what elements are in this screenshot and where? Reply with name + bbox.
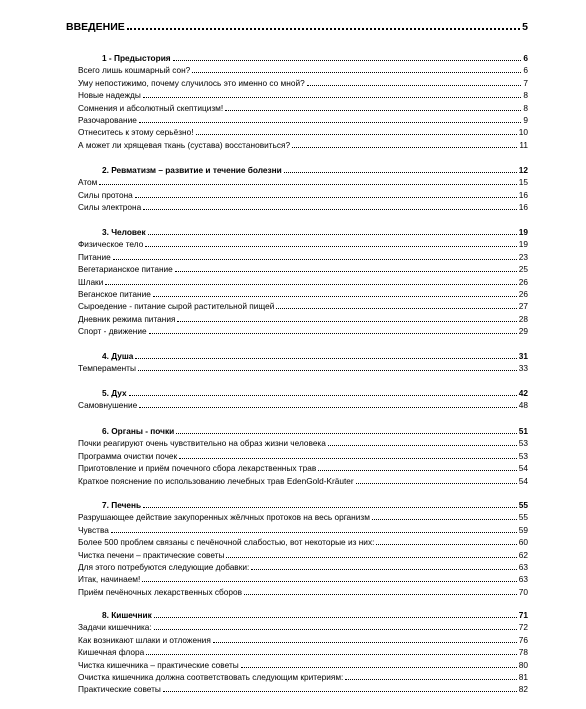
dot-leader <box>176 433 517 434</box>
toc-entry-page: 48 <box>518 400 528 411</box>
toc-section-heading[interactable] <box>66 497 528 510</box>
toc-entry-page: 33 <box>518 363 528 374</box>
toc-entry-title: Самовнушение <box>78 400 138 411</box>
toc-entry[interactable] <box>66 187 528 200</box>
toc-entry-page: 26 <box>518 289 528 299</box>
toc-entry-page: 25 <box>518 264 528 275</box>
toc-entry-page: 78 <box>518 647 528 658</box>
toc-entry-title: Очистка кишечника должна соответствовать следующим критериям: <box>78 672 344 682</box>
toc-entry-page: 82 <box>518 684 528 695</box>
toc-entry-page: 51 <box>518 426 528 436</box>
toc-entry-title: Уму непостижимо, почему случилось это именно со мной? <box>78 77 305 88</box>
dot-leader <box>135 358 516 359</box>
toc-entry-title: 2. Ревматизм – развитие и течение болезни <box>102 165 282 175</box>
toc-entry-page: 59 <box>518 524 528 535</box>
toc-entry[interactable] <box>66 632 528 645</box>
toc-entry-title: Приготовление и приём почечного сбора лекарственных трав <box>78 463 317 474</box>
dot-leader <box>179 458 517 459</box>
dot-leader <box>142 581 516 582</box>
toc-entry-title: Отнеситесь к этому серьёзно! <box>78 127 194 138</box>
toc-entry-page: 23 <box>518 251 528 262</box>
toc-entry-title: Практические советы <box>78 684 161 695</box>
toc-entry-title: 7. Печень <box>102 500 142 510</box>
toc-entry-page: 53 <box>518 450 528 461</box>
toc-section-heading[interactable] <box>66 607 528 620</box>
dot-leader <box>99 184 516 185</box>
toc-entry[interactable] <box>66 522 528 535</box>
dot-leader <box>345 679 516 680</box>
toc-entry-title: Итак, начинаем! <box>78 574 141 585</box>
toc-entry-title: Кишечная флора <box>78 647 145 658</box>
toc-entry-page: 5 <box>522 21 528 33</box>
toc-entry-title: 3. Человек <box>102 227 146 237</box>
toc-entry[interactable] <box>66 448 528 461</box>
dot-leader <box>284 172 517 173</box>
dot-leader <box>138 370 517 371</box>
dot-leader <box>135 197 517 198</box>
toc-entry-page: 16 <box>518 189 528 200</box>
toc-entry-page: 42 <box>518 388 528 398</box>
toc-entry-page: 6 <box>523 65 528 76</box>
toc-entry[interactable] <box>66 669 528 682</box>
toc-entry[interactable] <box>66 298 528 311</box>
toc-entry-page: 72 <box>518 622 528 633</box>
dot-leader <box>276 308 516 309</box>
toc-entry-title: Чувства <box>78 524 109 535</box>
toc-entry-page: 27 <box>518 301 528 312</box>
toc-entry-page: 54 <box>518 475 528 486</box>
toc-entry[interactable] <box>66 274 528 287</box>
toc-entry-page: 11 <box>519 139 528 150</box>
toc-entry[interactable] <box>66 547 528 560</box>
dot-leader <box>143 209 517 210</box>
toc-entry-title: 6. Органы - почки <box>102 426 175 436</box>
toc-entry-page: 81 <box>518 672 528 682</box>
dot-leader <box>143 97 522 98</box>
toc-entry-page: 55 <box>518 500 528 510</box>
toc-entry-page: 29 <box>518 326 528 337</box>
toc-entry-title: Как возникают шлаки и отложения <box>78 634 211 645</box>
toc-entry-page: 63 <box>518 574 528 585</box>
dot-leader <box>154 629 517 630</box>
toc-entry-title: Атом <box>78 177 98 188</box>
dot-leader <box>139 122 522 123</box>
toc-entry-title: Шлаки <box>78 276 104 287</box>
toc-entry-title: 8. Кишечник <box>102 610 152 620</box>
toc-entry[interactable] <box>66 534 528 547</box>
toc-entry-title: Дневник режима питания <box>78 313 176 324</box>
toc-entry-page: 16 <box>518 202 528 213</box>
toc-entry[interactable] <box>66 571 528 584</box>
dot-leader <box>213 642 517 643</box>
toc-entry[interactable] <box>66 112 528 125</box>
toc-entry-page: 71 <box>518 610 528 620</box>
toc-entry[interactable] <box>66 236 528 249</box>
toc-entry[interactable] <box>66 681 528 694</box>
dot-leader <box>244 594 517 595</box>
dot-leader <box>153 296 517 297</box>
dot-leader <box>127 28 520 30</box>
toc-entry-title: ВВЕДЕНИЕ <box>66 21 125 33</box>
dot-leader <box>111 532 517 533</box>
dot-leader <box>177 321 516 322</box>
dot-leader <box>292 147 517 148</box>
toc-entry-page: 8 <box>523 90 528 101</box>
toc-entry-page: 60 <box>518 537 528 548</box>
toc-entry-page: 9 <box>523 115 528 125</box>
dot-leader <box>307 85 522 86</box>
toc-entry-title: Сыроедение - питание сырой растительной пищей <box>78 301 275 312</box>
dot-leader <box>148 234 517 235</box>
toc-entry-title: Питание <box>78 251 111 262</box>
toc-section-heading[interactable] <box>66 224 528 237</box>
dot-leader <box>372 519 517 520</box>
dot-leader <box>149 333 517 334</box>
toc-entry[interactable] <box>66 124 528 137</box>
toc-entry[interactable] <box>66 397 528 410</box>
toc-section-heading[interactable] <box>66 50 528 63</box>
dot-leader <box>226 557 516 558</box>
toc-entry-title: Физическое тело <box>78 239 144 250</box>
toc-entry-page: 80 <box>518 659 528 670</box>
toc-entry-title: Разочарование <box>78 115 137 125</box>
toc-entry-page: 26 <box>518 276 528 287</box>
toc-section-heading[interactable] <box>66 385 528 398</box>
dot-leader <box>145 246 516 247</box>
dot-leader <box>154 617 517 618</box>
dot-leader <box>105 284 516 285</box>
toc-entry-page: 19 <box>518 239 528 250</box>
toc-entry[interactable] <box>66 87 528 100</box>
toc-entry-title: Краткое пояснение по использованию лечебных трав EdenGold-Kräuter <box>78 475 354 486</box>
toc-entry[interactable] <box>66 619 528 632</box>
toc-entry-page: 8 <box>523 102 528 113</box>
toc-entry-title: Веганское питание <box>78 289 151 299</box>
toc-entry[interactable] <box>66 360 528 373</box>
toc-entry-page: 7 <box>523 77 528 88</box>
toc-entry-title: Разрушающее действие закупоренных жёлчных протоков на весь организм <box>78 512 370 523</box>
dot-leader <box>356 483 517 484</box>
dot-leader <box>173 60 522 61</box>
dot-leader <box>196 134 517 135</box>
toc-entry[interactable] <box>66 657 528 670</box>
toc-entry[interactable] <box>66 559 528 572</box>
toc-entry[interactable] <box>66 323 528 336</box>
toc-entry-title: Более 500 проблем связаны с печёночной слабостью, вот некоторые из них: <box>78 537 375 548</box>
dot-leader <box>192 72 521 73</box>
toc-entry-title: Чистка печени – практические советы <box>78 549 225 560</box>
toc-entry[interactable] <box>66 249 528 262</box>
toc-entry[interactable] <box>66 261 528 274</box>
toc-entry[interactable] <box>66 509 528 522</box>
toc-entry-title: Силы протона <box>78 189 133 200</box>
toc-entry-page: 76 <box>518 634 528 645</box>
toc-entry-title: Программа очистки почек <box>78 450 178 461</box>
toc-entry-title: Всего лишь кошмарный сон? <box>78 65 191 76</box>
toc-entry-page: 70 <box>518 586 528 597</box>
dot-leader <box>113 259 517 260</box>
toc-entry-page: 62 <box>518 549 528 560</box>
toc-entry-title: Задачи кишечника: <box>78 622 152 633</box>
toc-entry-page: 19 <box>518 227 528 237</box>
dot-leader <box>139 407 517 408</box>
toc-entry[interactable] <box>66 199 528 212</box>
toc-entry-title: Спорт - движение <box>78 326 147 337</box>
dot-leader <box>241 667 517 668</box>
toc-entry-page: 15 <box>518 177 528 188</box>
toc-entry-page: 53 <box>518 438 528 449</box>
toc-entry[interactable] <box>66 473 528 486</box>
toc-entry-title: Сомнения и абсолютный скептицизм! <box>78 102 224 113</box>
toc-entry[interactable] <box>66 435 528 448</box>
toc-entry[interactable] <box>66 62 528 75</box>
toc-entry-page: 54 <box>518 463 528 474</box>
toc-entry-page: 55 <box>518 512 528 523</box>
toc-entry[interactable] <box>66 137 528 150</box>
toc-entry[interactable] <box>66 460 528 473</box>
dot-leader <box>146 654 517 655</box>
toc-entry-title: Новые надежды <box>78 90 141 101</box>
dot-leader <box>129 395 517 396</box>
toc-section-heading[interactable] <box>66 348 528 361</box>
toc-entry-title: А может ли хрящевая ткань (сустава) восстановиться? <box>78 139 291 150</box>
dot-leader <box>376 544 516 545</box>
toc-entry-title: 5. Дух <box>102 388 127 398</box>
toc-entry[interactable] <box>66 311 528 324</box>
dot-leader <box>163 691 517 692</box>
toc-entry-page: 10 <box>518 127 528 138</box>
toc-entry[interactable] <box>66 75 528 88</box>
dot-leader <box>251 569 516 570</box>
toc-section-heading[interactable] <box>66 162 528 175</box>
toc-entry[interactable] <box>66 584 528 597</box>
toc-entry-title: Почки реагируют очень чувствительно на образ жизни человека <box>78 438 326 449</box>
toc-entry-title: Темпераменты <box>78 363 136 374</box>
toc-entry[interactable] <box>66 174 528 187</box>
toc-entry-page: 63 <box>518 562 528 572</box>
toc-entry[interactable] <box>66 100 528 113</box>
toc-entry-title: 4. Душа <box>102 351 134 361</box>
toc-entry-page: 28 <box>518 313 528 324</box>
dot-leader <box>143 507 517 508</box>
toc-entry-page: 12 <box>518 165 528 175</box>
dot-leader <box>318 470 517 471</box>
toc-entry-title: 1 - Предыстория <box>102 53 171 63</box>
toc-entry-title: Вегетарианское питание <box>78 264 173 275</box>
toc-entry-intro[interactable] <box>66 20 528 33</box>
dot-leader <box>328 445 517 446</box>
dot-leader <box>225 110 521 111</box>
toc-entry[interactable] <box>66 644 528 657</box>
toc-entry-title: Чистка кишечника – практические советы <box>78 659 239 670</box>
toc-entry[interactable] <box>66 286 528 299</box>
toc-entry-page: 6 <box>523 53 528 63</box>
toc-entry-page: 31 <box>518 351 528 361</box>
toc-entry-title: Приём печёночных лекарственных сборов <box>78 586 243 597</box>
toc-entry-title: Силы электрона <box>78 202 142 213</box>
toc-section-heading[interactable] <box>66 423 528 436</box>
dot-leader <box>175 271 517 272</box>
toc-entry-title: Для этого потребуются следующие добавки: <box>78 562 250 572</box>
